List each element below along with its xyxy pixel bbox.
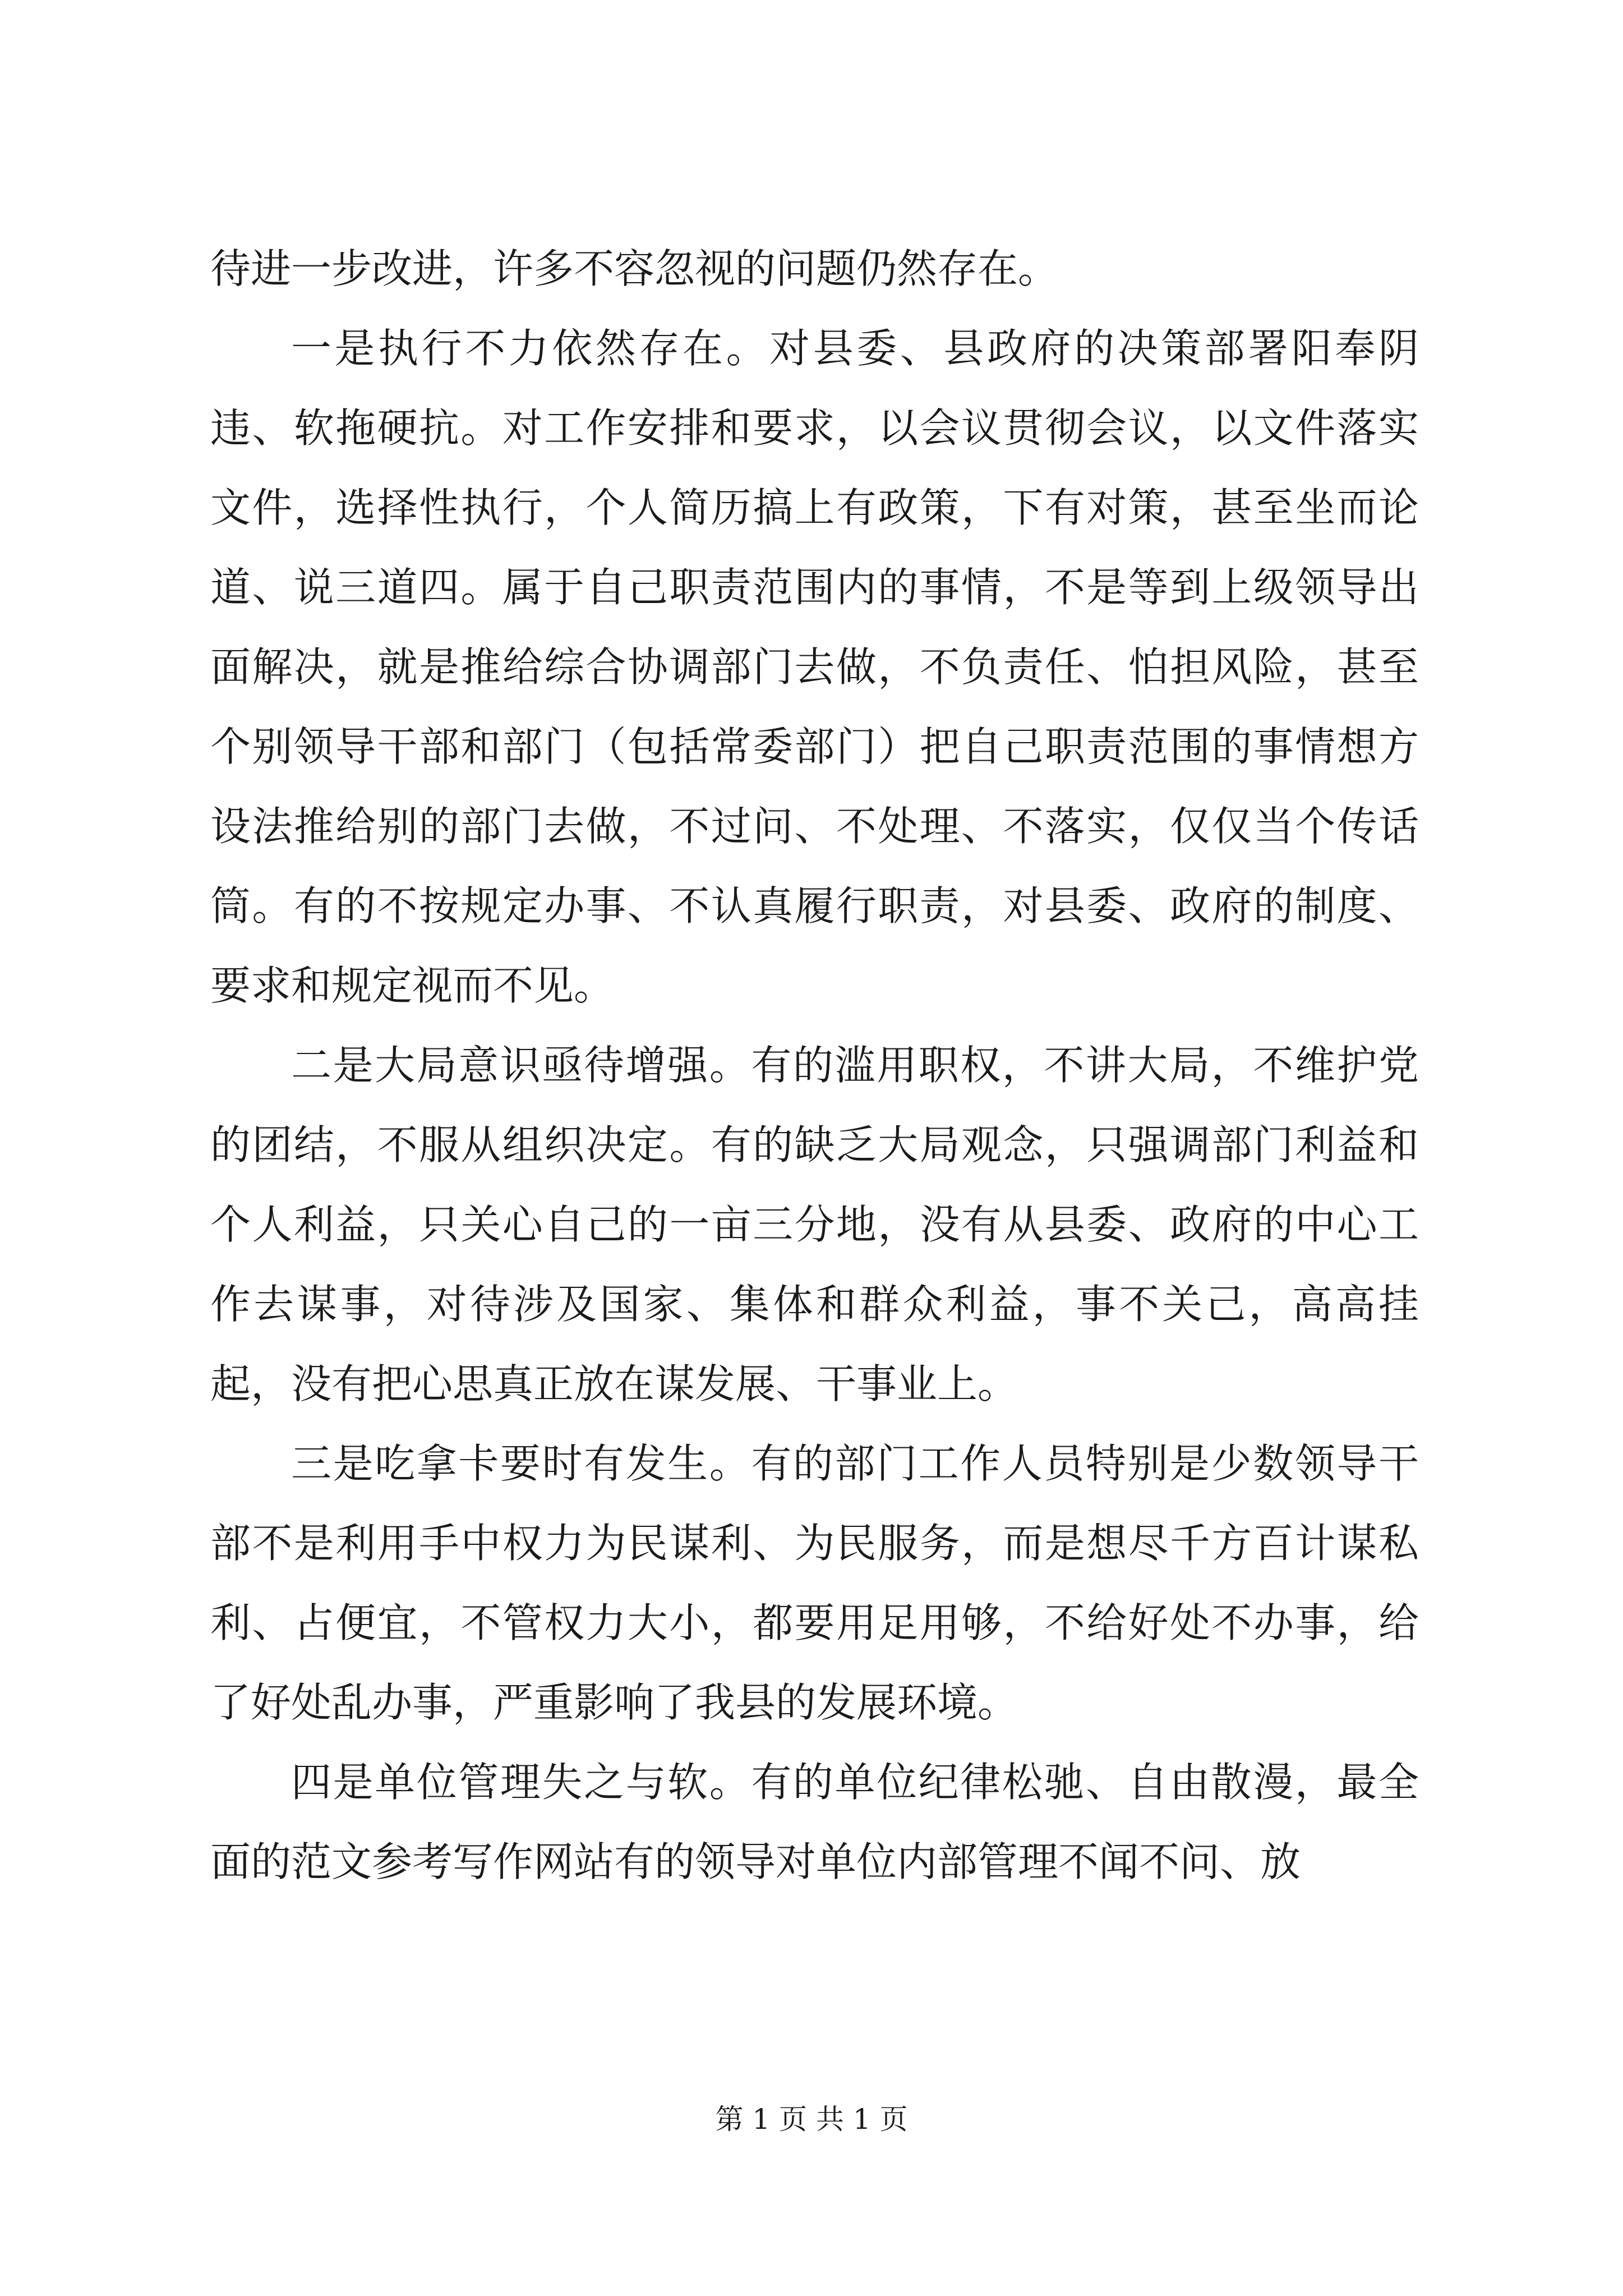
paragraph-execution: 一是执行不力依然存在。对县委、县政府的决策部署阳奉阴违、软拖硬抗。对工作安排和要求，以会议贯彻会议，以文件落实文件，选择性执行，个人简历搞上有政策，下有对策，甚至坐而论道、说三道四。属于自己职责范围内的事情，不是等到上级领导出面解决，就是推给综合协调部门去做，不负责任、怕担风险，甚至个别领导干部和部门（包括常委部门）把自己职责范围的事情想方设法推给别的部门去做，不过问、不处理、不落实，仅仅当个传话筒。有的不按规定办事、不认真履行职责，对县委、政府的制度、要求和规定视而不见。 xyxy=(210,325,1419,1009)
page-number-footer: 第 1 页 共 1 页 xyxy=(715,2103,908,2136)
paragraph-intro-tail: 待进一步改进，许多不容忽视的问题仍然存在。 xyxy=(210,245,1059,292)
paragraph-management: 四是单位管理失之与软。有的单位纪律松驰、自由散漫，最全面的范文参考写作网站有的领导对单位内部管理不闻不问、放 xyxy=(210,1759,1419,1885)
paragraph-overall-awareness: 二是大局意识亟待增强。有的滥用职权，不讲大局，不维护党的团结，不服从组织决定。有的缺乏大局观念，只强调部门利益和个人利益，只关心自己的一亩三分地，没有从县委、政府的中心工作去谋事，对待涉及国家、集体和群众利益，事不关己，高高挂起，没有把心思真正放在谋发展、干事业上。 xyxy=(210,1042,1419,1407)
paragraph-graft: 三是吃拿卡要时有发生。有的部门工作人员特别是少数领导干部不是利用手中权力为民谋利、为民服务，而是想尽千方百计谋私利、占便宜，不管权力大小，都要用足用够，不给好处不办事，给了好处乱办事，严重影响了我县的发展环境。 xyxy=(210,1440,1419,1726)
document-body xyxy=(210,229,1419,1902)
